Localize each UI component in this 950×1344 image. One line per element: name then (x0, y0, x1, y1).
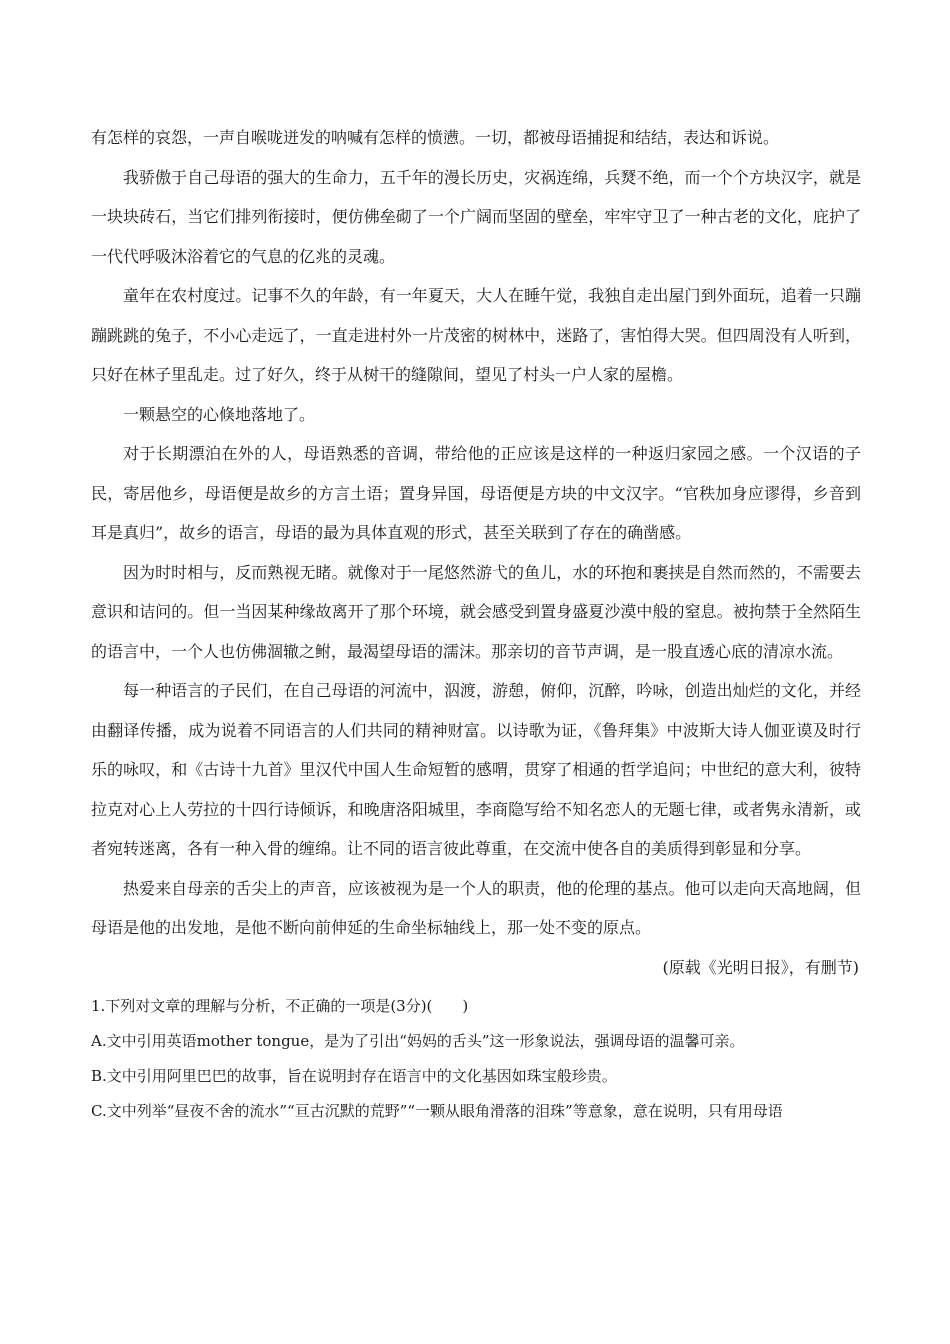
paragraph-8: 热爱来自母亲的舌尖上的声音，应该被视为是一个人的职责，他的伦理的基点。他可以走向天高地阔，但母语是他的出发地，是他不断向前伸延的生命坐标轴线上，那一处不变的原点。 (91, 878, 861, 937)
question-1-stem: 1.下列对文章的理解与分析，不正确的一项是(3分)( ) (91, 996, 469, 1015)
paragraph-2: 我骄傲于自己母语的强大的生命力，五千年的漫长历史，灾祸连绵，兵燹不绝，而一个个方块汉字，就是一块块砖石，当它们排列衔接时，便仿佛垒砌了一个广阔而坚固的壁垒，牢牢守卫了一种古老的文化，庇护了一代代呼吸沐浴着它的气息的亿兆的灵魂。 (91, 167, 861, 266)
paragraph-6: 因为时时相与，反而熟视无睹。就像对于一尾悠然游弋的鱼儿，水的环抱和裹挟是自然而然的，不需要去意识和诘问的。但一当因某种缘故离开了那个环境，就会感受到置身盛夏沙漠中般的窒息。被拘禁于全然陌生的语言中，一个人也仿佛涸辙之鲋，最渴望母语的濡沫。那亲切的音节声调，是一股直透心底的清凉水流。 (91, 562, 861, 661)
paragraph-1: 有怎样的哀怨，一声自喉咙迸发的呐喊有怎样的愤懑。一切，都被母语捕捉和结结，表达和诉说。 (91, 128, 780, 147)
question-1-option-c: C.文中列举“昼夜不舍的流水”“亘古沉默的荒野”“一颗从眼角滑落的泪珠”等意象，意在说明，只有用母语 (91, 1101, 783, 1120)
paragraph-4: 一颗悬空的心倏地落地了。 (123, 404, 316, 424)
source-note: (原载《光明日报》，有删节) (662, 957, 859, 977)
paragraph-7: 每一种语言的子民们，在自己母语的河流中，泅渡，游憩，俯仰，沉醉，吟咏，创造出灿烂的文化，并经由翻译传播，成为说着不同语言的人们共同的精神财富。以诗歌为证，《鲁拜集》中波斯大诗人伽亚谟及时行乐的咏叹，和《古诗十九首》里汉代中国人生命短暂的感喟，贯穿了相通的哲学追问；中世纪的意大利，彼特拉克对心上人劳拉的十四行诗倾诉，和晚唐洛阳城里，李商隐写给不知名恋人的无题七律，或者隽永清新，或者宛转迷离，各有一种入骨的缠绵。让不同的语言彼此尊重，在交流中使各自的美质得到彰显和分享。 (91, 681, 861, 858)
question-1-option-a: A.文中引用英语mother tongue，是为了引出“妈妈的舌头”这一形象说法，强调母语的温馨可亲。 (91, 1031, 745, 1050)
paragraph-3: 童年在农村度过。记事不久的年龄，有一年夏天，大人在睡午觉，我独自走出屋门到外面玩，追着一只蹦蹦跳跳的兔子，不小心走远了，一直走进村外一片茂密的树林中，迷路了，害怕得大哭。但四周没有人听到，只好在林子里乱走。过了好久，终于从树干的缝隙间，望见了村头一户人家的屋檐。 (91, 286, 861, 384)
paragraph-5: 对于长期漂泊在外的人，母语熟悉的音调，带给他的正应该是这样的一种返归家园之感。一个汉语的子民，寄居他乡，母语便是故乡的方言土语；置身异国，母语便是方块的中文汉字。“官秩加身应谬得，乡音到耳是真归”，故乡的语言，母语的最为具体直观的形式，甚至关联到了存在的确凿感。 (91, 444, 861, 542)
question-1-option-b: B.文中引用阿里巴巴的故事，旨在说明封存在语言中的文化基因如珠宝般珍贵。 (91, 1066, 617, 1085)
document-page (91, 118, 861, 1129)
